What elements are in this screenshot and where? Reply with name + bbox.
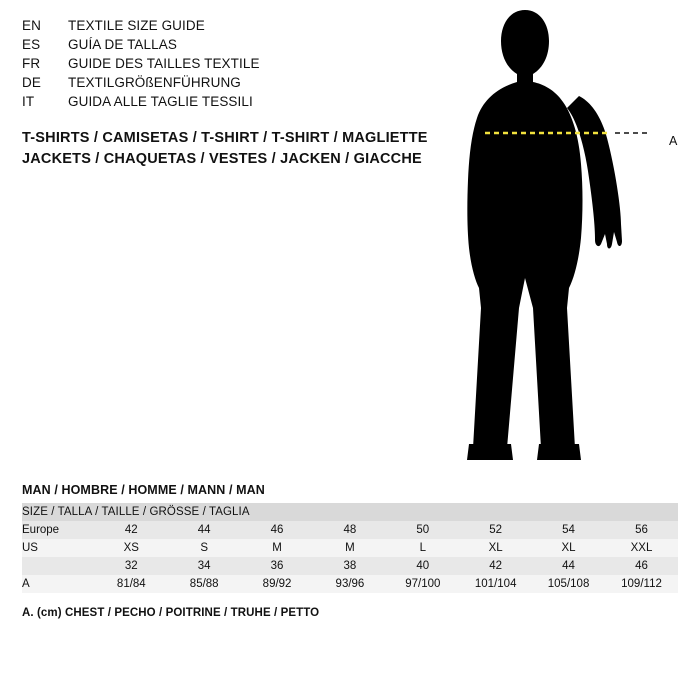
table-row bbox=[22, 575, 678, 593]
table-cell: 46 bbox=[241, 521, 314, 539]
table-cell: 42 bbox=[459, 557, 532, 575]
language-code: EN bbox=[22, 18, 41, 33]
language-code: FR bbox=[22, 56, 41, 71]
table-cell: L bbox=[386, 539, 459, 557]
table-cell: 34 bbox=[168, 557, 241, 575]
language-title: GUÍA DE TALLAS bbox=[68, 37, 177, 52]
table-row bbox=[22, 557, 678, 575]
language-row bbox=[22, 75, 442, 94]
table-header-row bbox=[22, 503, 678, 521]
language-row bbox=[22, 37, 442, 56]
table-cell: 109/112 bbox=[605, 575, 678, 593]
table-cell: 50 bbox=[386, 521, 459, 539]
silhouette-svg bbox=[455, 8, 695, 473]
table-footnote: A. (cm) CHEST / PECHO / POITRINE / TRUHE / PETTO bbox=[22, 607, 320, 619]
table-cell: 89/92 bbox=[241, 575, 314, 593]
language-list bbox=[22, 18, 442, 113]
language-title: GUIDE DES TAILLES TEXTILE bbox=[68, 56, 260, 71]
table-cell: 52 bbox=[459, 521, 532, 539]
table-cell: 97/100 bbox=[386, 575, 459, 593]
male-silhouette-figure bbox=[455, 8, 695, 473]
table-cell: 56 bbox=[605, 521, 678, 539]
foot-shape bbox=[537, 444, 581, 460]
table-cell: XL bbox=[532, 539, 605, 557]
row-label bbox=[22, 557, 95, 575]
language-row bbox=[22, 94, 442, 113]
table-cell: 42 bbox=[95, 521, 168, 539]
table-section-heading: MAN / HOMBRE / HOMME / MANN / MAN bbox=[22, 483, 265, 497]
table-cell: 36 bbox=[241, 557, 314, 575]
row-label: US bbox=[22, 539, 95, 557]
language-code: ES bbox=[22, 37, 41, 52]
row-label: Europe bbox=[22, 521, 95, 539]
table-cell: M bbox=[241, 539, 314, 557]
table-cell: S bbox=[168, 539, 241, 557]
table-cell: XS bbox=[95, 539, 168, 557]
table-row bbox=[22, 539, 678, 557]
language-title: GUIDA ALLE TAGLIE TESSILI bbox=[68, 94, 253, 109]
language-row bbox=[22, 18, 442, 37]
table-cell: 101/104 bbox=[459, 575, 532, 593]
row-label: A bbox=[22, 575, 95, 593]
garment-line-jackets: JACKETS / CHAQUETAS / VESTES / JACKEN / GIACCHE bbox=[22, 151, 422, 167]
table-cell: 44 bbox=[168, 521, 241, 539]
size-table-section bbox=[22, 483, 678, 619]
table-cell: 54 bbox=[532, 521, 605, 539]
size-table bbox=[22, 503, 678, 593]
foot-shape bbox=[467, 444, 513, 460]
body-shape bbox=[467, 10, 582, 448]
language-title: TEXTILE SIZE GUIDE bbox=[68, 18, 205, 33]
table-cell: 44 bbox=[532, 557, 605, 575]
table-cell: 93/96 bbox=[314, 575, 387, 593]
table-cell: 32 bbox=[95, 557, 168, 575]
table-cell: 105/108 bbox=[532, 575, 605, 593]
language-title: TEXTILGRÖßENFÜHRUNG bbox=[68, 75, 241, 90]
table-row bbox=[22, 521, 678, 539]
table-cell: M bbox=[314, 539, 387, 557]
language-row bbox=[22, 56, 442, 75]
garment-categories bbox=[22, 128, 452, 170]
table-cell: 48 bbox=[314, 521, 387, 539]
table-cell: XXL bbox=[605, 539, 678, 557]
table-cell: 46 bbox=[605, 557, 678, 575]
callout-label-a: A bbox=[669, 134, 678, 148]
table-cell: 85/88 bbox=[168, 575, 241, 593]
language-code: IT bbox=[22, 94, 35, 109]
table-cell: 40 bbox=[386, 557, 459, 575]
garment-line-tshirts: T-SHIRTS / CAMISETAS / T-SHIRT / T-SHIRT / MAGLIETTE bbox=[22, 130, 428, 146]
table-cell: 38 bbox=[314, 557, 387, 575]
table-cell: XL bbox=[459, 539, 532, 557]
language-code: DE bbox=[22, 75, 41, 90]
table-cell: 81/84 bbox=[95, 575, 168, 593]
table-header-label: SIZE / TALLA / TAILLE / GRÖSSE / TAGLIA bbox=[22, 503, 678, 521]
